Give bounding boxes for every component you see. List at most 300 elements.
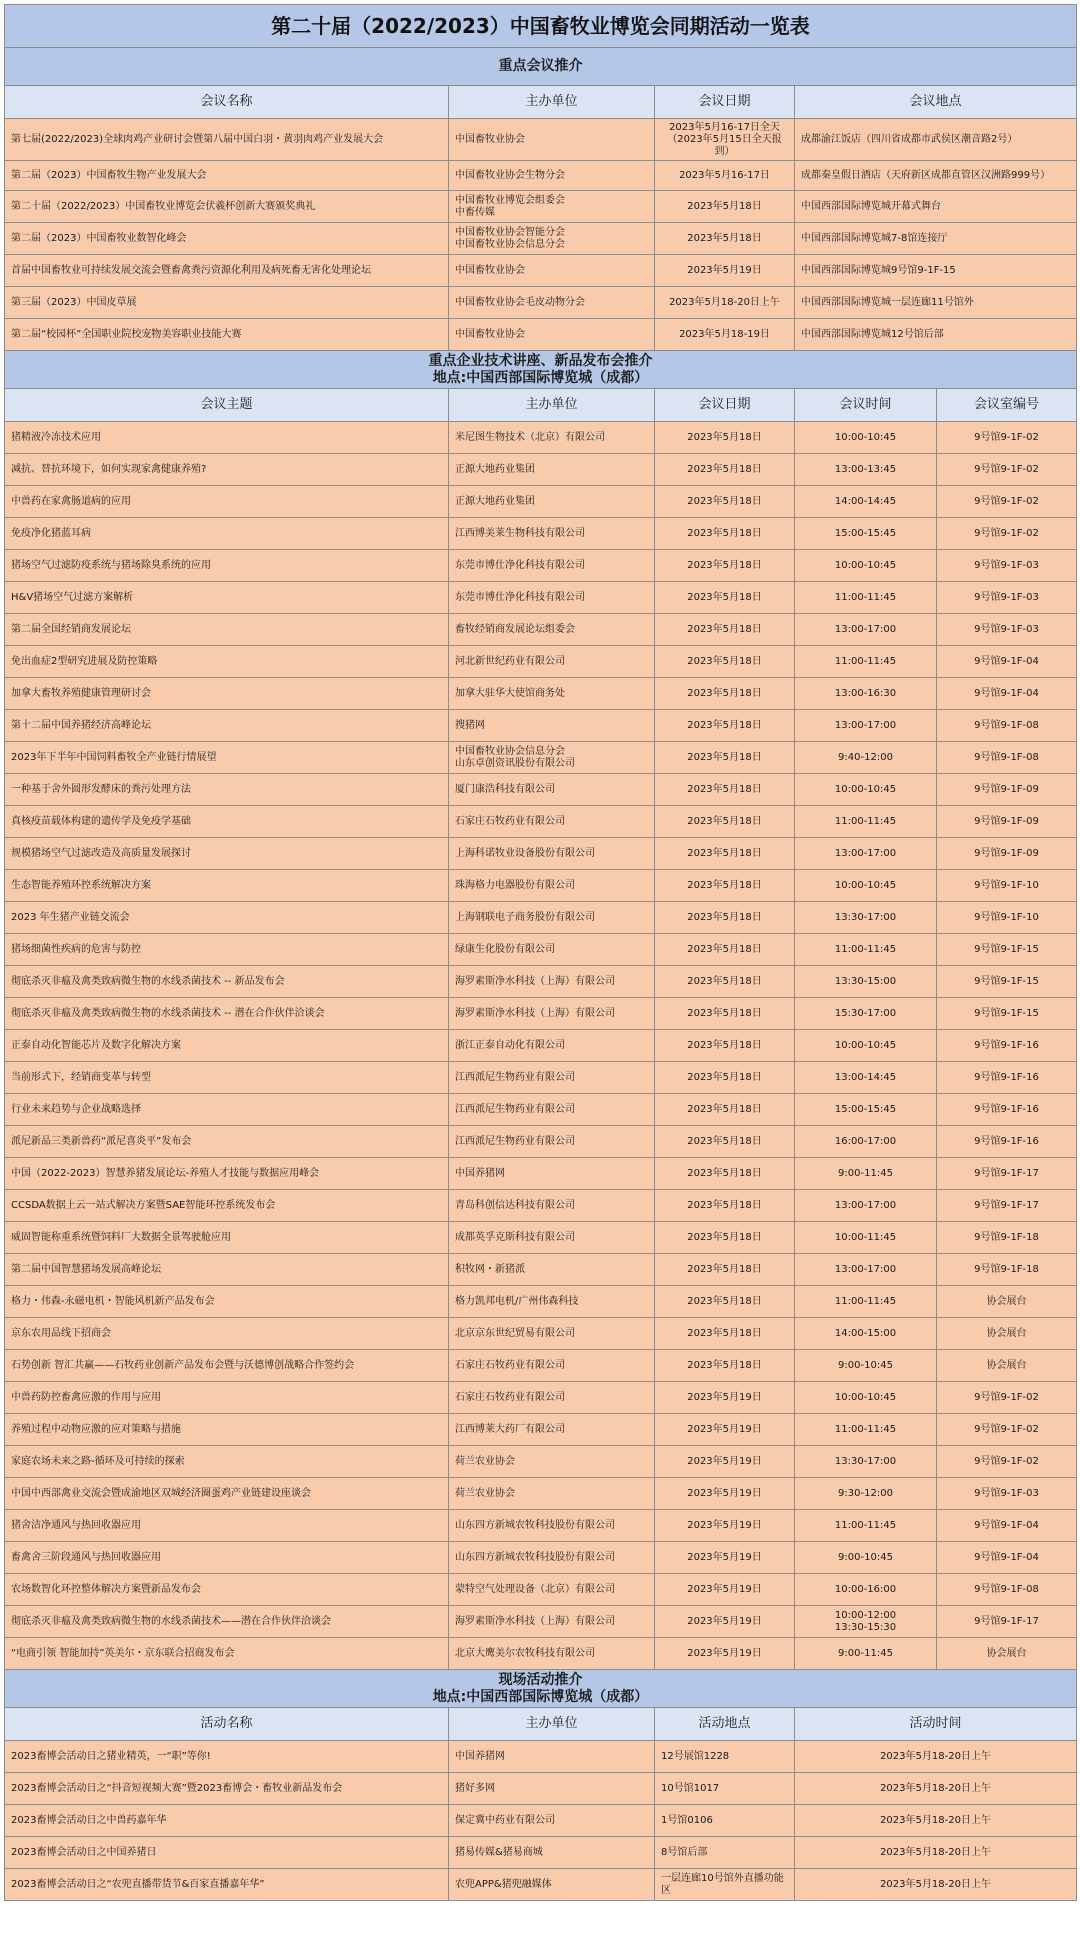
section2-cell: 11:00-11:45 bbox=[795, 1414, 937, 1446]
table-row bbox=[5, 806, 1077, 838]
section2-cell: 中国畜牧业协会信息分会 山东卓创资讯股份有限公司 bbox=[449, 742, 655, 774]
section2-cell: 2023年5月18日 bbox=[655, 742, 795, 774]
table-row bbox=[5, 1222, 1077, 1254]
section2-cell: 2023年5月18日 bbox=[655, 1318, 795, 1350]
table-row bbox=[5, 966, 1077, 998]
table-row bbox=[5, 1574, 1077, 1606]
table-row bbox=[5, 774, 1077, 806]
section2-cell: 珠海格力电器股份有限公司 bbox=[449, 870, 655, 902]
section2-cell: 畜禽舍三阶段通风与热回收器应用 bbox=[5, 1542, 449, 1574]
table-row bbox=[5, 1446, 1077, 1478]
section2-cell: 农场数智化环控整体解决方案暨新品发布会 bbox=[5, 1574, 449, 1606]
section2-cell: 猪场空气过滤防疫系统与猪场除臭系统的应用 bbox=[5, 550, 449, 582]
section2-cell: 9号馆9-1F-04 bbox=[937, 1542, 1077, 1574]
section2-cell: 9号馆9-1F-02 bbox=[937, 454, 1077, 486]
section1-cell: 中国畜牧业协会智能分会 中国畜牧业协会信息分会 bbox=[449, 223, 655, 255]
section2-cell: 10:00-11:45 bbox=[795, 1222, 937, 1254]
section2-cell: 9号馆9-1F-15 bbox=[937, 998, 1077, 1030]
section2-cell: 2023年5月19日 bbox=[655, 1414, 795, 1446]
section3-cell: 中国养猪网 bbox=[449, 1741, 655, 1773]
section2-cell: 13:00-17:00 bbox=[795, 838, 937, 870]
section2-cell: 2023年5月19日 bbox=[655, 1574, 795, 1606]
section2-cell: 2023年5月19日 bbox=[655, 1382, 795, 1414]
section2-cell: 厦门康浩科技有限公司 bbox=[449, 774, 655, 806]
section2-cell: 2023 年生猪产业链交流会 bbox=[5, 902, 449, 934]
table-row bbox=[5, 1254, 1077, 1286]
section1-cell: 2023年5月16-17日全天（2023年5月15日全天报到） bbox=[655, 119, 795, 161]
section2-cell: 海罗素斯净水科技（上海）有限公司 bbox=[449, 1606, 655, 1638]
section2-cell: 北京大鹰美尔农牧科技有限公司 bbox=[449, 1638, 655, 1670]
table-row bbox=[5, 1805, 1077, 1837]
schedule-table bbox=[4, 4, 1077, 1901]
section2-cell: 2023年5月18日 bbox=[655, 646, 795, 678]
section2-cell: 9号馆9-1F-04 bbox=[937, 1510, 1077, 1542]
section2-cell: 2023年5月18日 bbox=[655, 1030, 795, 1062]
section1-cell: 第二届（2023）中国畜牧生物产业发展大会 bbox=[5, 161, 449, 191]
table-row bbox=[5, 838, 1077, 870]
section2-cell: 13:00-17:00 bbox=[795, 614, 937, 646]
section2-cell: 9号馆9-1F-10 bbox=[937, 902, 1077, 934]
section2-cell: 13:00-17:00 bbox=[795, 710, 937, 742]
section3-cell: 10号馆1017 bbox=[655, 1773, 795, 1805]
table-row bbox=[5, 1318, 1077, 1350]
table-row bbox=[5, 902, 1077, 934]
section2-cell: 2023年5月18日 bbox=[655, 1094, 795, 1126]
section2-cell: 第二届全国经销商发展论坛 bbox=[5, 614, 449, 646]
section2-cell: 浙江正泰自动化有限公司 bbox=[449, 1030, 655, 1062]
section2-cell: 11:00-11:45 bbox=[795, 934, 937, 966]
section2-cell: 9号馆9-1F-09 bbox=[937, 806, 1077, 838]
section3-cell: 2023年5月18-20日上午 bbox=[795, 1805, 1077, 1837]
table-row bbox=[5, 998, 1077, 1030]
section2-cell: 16:00-17:00 bbox=[795, 1126, 937, 1158]
section2-cell: 真核疫苗载体构建的遗传学及免疫学基础 bbox=[5, 806, 449, 838]
section3-cell: 2023畜博会活动日之“抖音短视频大赛”暨2023畜博会・畜牧业新品发布会 bbox=[5, 1773, 449, 1805]
table-row bbox=[5, 1030, 1077, 1062]
section2-cell: 10:00-10:45 bbox=[795, 870, 937, 902]
section2-cell: 13:00-16:30 bbox=[795, 678, 937, 710]
section2-cell: 13:30-17:00 bbox=[795, 902, 937, 934]
section2-cell: 畜牧经销商发展论坛组委会 bbox=[449, 614, 655, 646]
table-row bbox=[5, 1126, 1077, 1158]
section2-cell: 9号馆9-1F-18 bbox=[937, 1222, 1077, 1254]
section2-cell: 9号馆9-1F-16 bbox=[937, 1094, 1077, 1126]
section1-cell: 首届中国畜牧业可持续发展交流会暨畜禽粪污资源化利用及病死畜无害化处理论坛 bbox=[5, 255, 449, 287]
section2-cell: 9号馆9-1F-04 bbox=[937, 646, 1077, 678]
section2-cell: 山东四方新城农牧科技股份有限公司 bbox=[449, 1510, 655, 1542]
table-row bbox=[5, 1638, 1077, 1670]
section2-cell: 11:00-11:45 bbox=[795, 582, 937, 614]
table-row bbox=[5, 582, 1077, 614]
section2-header-row bbox=[5, 389, 1077, 422]
section3-cell: 2023年5月18-20日上午 bbox=[795, 1837, 1077, 1869]
section2-title bbox=[5, 351, 1077, 389]
section2-cell: 京东农用品线下招商会 bbox=[5, 1318, 449, 1350]
section2-cell: 免出血症2型研究进展及防控策略 bbox=[5, 646, 449, 678]
section2-cell: 15:00-15:45 bbox=[795, 1094, 937, 1126]
section2-cell: 9号馆9-1F-17 bbox=[937, 1190, 1077, 1222]
section2-cell: 正源大地药业集团 bbox=[449, 454, 655, 486]
section2-title-row bbox=[5, 351, 1077, 389]
section2-cell: 第二届中国智慧猪场发展高峰论坛 bbox=[5, 1254, 449, 1286]
section2-cell: 9号馆9-1F-03 bbox=[937, 614, 1077, 646]
section1-column-header: 主办单位 bbox=[449, 86, 655, 119]
section2-cell: 2023年下半年中国饲料畜牧全产业链行情展望 bbox=[5, 742, 449, 774]
section2-cell: 格力凯邦电机/广州伟森科技 bbox=[449, 1286, 655, 1318]
section2-cell: 9号馆9-1F-16 bbox=[937, 1126, 1077, 1158]
table-row bbox=[5, 1773, 1077, 1805]
section2-cell: 9号馆9-1F-09 bbox=[937, 774, 1077, 806]
section2-cell: 2023年5月18日 bbox=[655, 1190, 795, 1222]
table-row bbox=[5, 422, 1077, 454]
section2-cell: 积牧网・新猪派 bbox=[449, 1254, 655, 1286]
section2-cell: 中国中西部禽业交流会暨成渝地区双城经济圈蛋鸡产业链建设座谈会 bbox=[5, 1478, 449, 1510]
table-row bbox=[5, 1606, 1077, 1638]
table-row bbox=[5, 119, 1077, 161]
table-row bbox=[5, 1158, 1077, 1190]
section1-cell: 中国西部国际博览城开幕式舞台 bbox=[795, 191, 1077, 223]
section2-cell: 9号馆9-1F-15 bbox=[937, 934, 1077, 966]
section1-cell: 中国畜牧业协会 bbox=[449, 119, 655, 161]
section2-cell: 2023年5月18日 bbox=[655, 774, 795, 806]
section2-cell: 2023年5月19日 bbox=[655, 1606, 795, 1638]
table-row bbox=[5, 161, 1077, 191]
section2-column-header: 会议室编号 bbox=[937, 389, 1077, 422]
section2-cell: 10:00-10:45 bbox=[795, 422, 937, 454]
table-row bbox=[5, 1478, 1077, 1510]
section2-cell: 2023年5月19日 bbox=[655, 1542, 795, 1574]
section2-cell: 2023年5月18日 bbox=[655, 454, 795, 486]
section2-cell: 15:30-17:00 bbox=[795, 998, 937, 1030]
section3-cell: 2023畜博会活动日之猪业精英，一“职”等你! bbox=[5, 1741, 449, 1773]
table-row bbox=[5, 1869, 1077, 1901]
section2-cell: 9号馆9-1F-03 bbox=[937, 582, 1077, 614]
section2-cell: “电商引领 智能加持”英美尔・京东联合招商发布会 bbox=[5, 1638, 449, 1670]
section2-cell: 荷兰农业协会 bbox=[449, 1446, 655, 1478]
section2-cell: 9号馆9-1F-02 bbox=[937, 486, 1077, 518]
table-row bbox=[5, 191, 1077, 223]
section2-cell: 10:00-10:45 bbox=[795, 1030, 937, 1062]
table-row bbox=[5, 1382, 1077, 1414]
section2-cell: 11:00-11:45 bbox=[795, 646, 937, 678]
section2-cell: 2023年5月18日 bbox=[655, 1350, 795, 1382]
section2-cell: 减抗、替抗环境下，如何实现家禽健康养殖? bbox=[5, 454, 449, 486]
section2-cell: 搜猪网 bbox=[449, 710, 655, 742]
section2-cell: 正源大地药业集团 bbox=[449, 486, 655, 518]
section2-cell: 2023年5月18日 bbox=[655, 550, 795, 582]
section2-cell: 9号馆9-1F-10 bbox=[937, 870, 1077, 902]
section2-cell: 10:00-12:00 13:30-15:30 bbox=[795, 1606, 937, 1638]
section2-cell: 荷兰农业协会 bbox=[449, 1478, 655, 1510]
section2-heading: 重点企业技术讲座、新品发布会推介 bbox=[428, 352, 653, 369]
section2-cell: 11:00-11:45 bbox=[795, 1510, 937, 1542]
section3-cell: 一层连廊10号馆外直播功能区 bbox=[655, 1869, 795, 1901]
section3-header-row bbox=[5, 1708, 1077, 1741]
section1-cell: 2023年5月18-20日上午 bbox=[655, 287, 795, 319]
section2-cell: 13:00-17:00 bbox=[795, 1190, 937, 1222]
section3-cell: 农兜APP&猪兜融媒体 bbox=[449, 1869, 655, 1901]
section2-cell: 行业未来趋势与企业战略选择 bbox=[5, 1094, 449, 1126]
section2-cell: 蒙特空气处理设备（北京）有限公司 bbox=[449, 1574, 655, 1606]
section2-cell: 上海科诺牧业设备股份有限公司 bbox=[449, 838, 655, 870]
section2-cell: 猪舍洁净通风与热回收器应用 bbox=[5, 1510, 449, 1542]
section2-cell: 9:30-12:00 bbox=[795, 1478, 937, 1510]
section2-cell: 9:00-11:45 bbox=[795, 1638, 937, 1670]
table-row bbox=[5, 223, 1077, 255]
section2-cell: 中国（2022-2023）智慧养猪发展论坛-养殖人才技能与数据应用峰会 bbox=[5, 1158, 449, 1190]
table-row bbox=[5, 1542, 1077, 1574]
table-row bbox=[5, 614, 1077, 646]
section2-cell: 石家庄石牧药业有限公司 bbox=[449, 806, 655, 838]
table-row bbox=[5, 255, 1077, 287]
section2-cell: 东莞市博仕净化科技有限公司 bbox=[449, 582, 655, 614]
section2-cell: 河北新世纪药业有限公司 bbox=[449, 646, 655, 678]
table-row bbox=[5, 1286, 1077, 1318]
section2-cell: H&V猪场空气过滤方案解析 bbox=[5, 582, 449, 614]
section3-title bbox=[5, 1670, 1077, 1708]
section1-cell: 中国畜牧业协会 bbox=[449, 255, 655, 287]
section2-cell: 9号馆9-1F-02 bbox=[937, 1446, 1077, 1478]
activity-schedule-page bbox=[4, 4, 1076, 1901]
section3-column-header: 主办单位 bbox=[449, 1708, 655, 1741]
section2-cell: 上海钢联电子商务股份有限公司 bbox=[449, 902, 655, 934]
section2-cell: 9号馆9-1F-02 bbox=[937, 1414, 1077, 1446]
section2-cell: 2023年5月18日 bbox=[655, 870, 795, 902]
section1-cell: 第七届(2022/2023)全球肉鸡产业研讨会暨第八届中国白羽・黄羽肉鸡产业发展大会 bbox=[5, 119, 449, 161]
section1-cell: 中国畜牧业协会毛皮动物分会 bbox=[449, 287, 655, 319]
section2-cell: 13:00-17:00 bbox=[795, 1254, 937, 1286]
section2-cell: 2023年5月18日 bbox=[655, 710, 795, 742]
section2-cell: 14:00-15:00 bbox=[795, 1318, 937, 1350]
section2-cell: 中国养猪网 bbox=[449, 1158, 655, 1190]
section2-cell: 石家庄石牧药业有限公司 bbox=[449, 1350, 655, 1382]
section2-cell: 2023年5月18日 bbox=[655, 1062, 795, 1094]
section2-cell: 海罗素斯净水科技（上海）有限公司 bbox=[449, 966, 655, 998]
section2-cell: 13:30-15:00 bbox=[795, 966, 937, 998]
section1-column-header: 会议日期 bbox=[655, 86, 795, 119]
section1-cell: 成都秦皇假日酒店（天府新区成都直管区汉洲路999号） bbox=[795, 161, 1077, 191]
table-row bbox=[5, 1510, 1077, 1542]
section2-cell: 9号馆9-1F-08 bbox=[937, 1574, 1077, 1606]
section2-cell: 9号馆9-1F-08 bbox=[937, 742, 1077, 774]
section2-cell: 13:30-17:00 bbox=[795, 1446, 937, 1478]
section2-cell: 10:00-16:00 bbox=[795, 1574, 937, 1606]
section3-cell: 猪好多网 bbox=[449, 1773, 655, 1805]
section1-cell: 中国西部国际博览城12号馆后部 bbox=[795, 319, 1077, 351]
section1-cell: 中国畜牧业博览会组委会 中畜传媒 bbox=[449, 191, 655, 223]
section2-cell: 11:00-11:45 bbox=[795, 806, 937, 838]
section1-cell: 中国西部国际博览城7-8馆连接厅 bbox=[795, 223, 1077, 255]
section2-cell: 2023年5月18日 bbox=[655, 1222, 795, 1254]
table-row bbox=[5, 1837, 1077, 1869]
section2-cell: 9:00-10:45 bbox=[795, 1542, 937, 1574]
section3-cell: 1号馆0106 bbox=[655, 1805, 795, 1837]
table-row bbox=[5, 870, 1077, 902]
section2-cell: 东莞市博仕净化科技有限公司 bbox=[449, 550, 655, 582]
section2-cell: 协会展台 bbox=[937, 1286, 1077, 1318]
section2-cell: 协会展台 bbox=[937, 1318, 1077, 1350]
section2-cell: 9号馆9-1F-16 bbox=[937, 1030, 1077, 1062]
table-row bbox=[5, 486, 1077, 518]
section2-cell: 免疫净化猪蓝耳病 bbox=[5, 518, 449, 550]
section3-cell: 12号展馆1228 bbox=[655, 1741, 795, 1773]
section2-cell: 13:00-14:45 bbox=[795, 1062, 937, 1094]
section2-cell: 9:00-10:45 bbox=[795, 1350, 937, 1382]
table-row bbox=[5, 518, 1077, 550]
section2-cell: 派尼新品三类新兽药“派尼喜炎平”发布会 bbox=[5, 1126, 449, 1158]
section1-cell: 第二届“校园杯”全国职业院校宠物美容职业技能大赛 bbox=[5, 319, 449, 351]
section2-cell: 成都英孚克斯科技有限公司 bbox=[449, 1222, 655, 1254]
section2-cell: 养殖过程中动物应激的应对策略与措施 bbox=[5, 1414, 449, 1446]
section1-cell: 2023年5月16-17日 bbox=[655, 161, 795, 191]
section2-cell: 9号馆9-1F-02 bbox=[937, 1382, 1077, 1414]
section2-cell: 10:00-10:45 bbox=[795, 1382, 937, 1414]
table-row bbox=[5, 319, 1077, 351]
section2-cell: 青岛科创信达科技有限公司 bbox=[449, 1190, 655, 1222]
section3-cell: 保定冀中药业有限公司 bbox=[449, 1805, 655, 1837]
section1-cell: 中国畜牧业协会生物分会 bbox=[449, 161, 655, 191]
table-row bbox=[5, 710, 1077, 742]
section1-title-row bbox=[5, 48, 1077, 86]
section2-cell: 海罗素斯净水科技（上海）有限公司 bbox=[449, 998, 655, 1030]
table-row bbox=[5, 454, 1077, 486]
section2-cell: 正泰自动化智能芯片及数字化解决方案 bbox=[5, 1030, 449, 1062]
section2-cell: 2023年5月18日 bbox=[655, 678, 795, 710]
section2-cell: 第十二届中国养猪经济高峰论坛 bbox=[5, 710, 449, 742]
section1-cell: 2023年5月18日 bbox=[655, 191, 795, 223]
section2-column-header: 会议时间 bbox=[795, 389, 937, 422]
section2-cell: 一种基于舍外圆形发酵床的粪污处理方法 bbox=[5, 774, 449, 806]
section3-heading: 现场活动推介 bbox=[498, 1671, 583, 1688]
section2-cell: 2023年5月18日 bbox=[655, 966, 795, 998]
section2-cell: 15:00-15:45 bbox=[795, 518, 937, 550]
table-row bbox=[5, 1190, 1077, 1222]
section2-cell: 9:00-11:45 bbox=[795, 1158, 937, 1190]
section1-cell: 2023年5月19日 bbox=[655, 255, 795, 287]
section2-cell: 2023年5月19日 bbox=[655, 1478, 795, 1510]
section2-cell: 9号馆9-1F-09 bbox=[937, 838, 1077, 870]
table-row bbox=[5, 934, 1077, 966]
section2-cell: 江西博莱大药厂有限公司 bbox=[449, 1414, 655, 1446]
section2-cell: 绿康生化股份有限公司 bbox=[449, 934, 655, 966]
section2-cell: 9号馆9-1F-17 bbox=[937, 1158, 1077, 1190]
section2-cell: 猪精液冷冻技术应用 bbox=[5, 422, 449, 454]
section2-cell: 协会展台 bbox=[937, 1350, 1077, 1382]
section2-cell: 2023年5月18日 bbox=[655, 902, 795, 934]
section2-cell: 威固智能称重系统暨饲料厂大数据全景驾驶舱应用 bbox=[5, 1222, 449, 1254]
section2-cell: 北京京东世纪贸易有限公司 bbox=[449, 1318, 655, 1350]
section1-header-row bbox=[5, 86, 1077, 119]
section1-cell: 第二届（2023）中国畜牧业数智化峰会 bbox=[5, 223, 449, 255]
section2-cell: 9号馆9-1F-18 bbox=[937, 1254, 1077, 1286]
section2-cell: 江西派尼生物药业有限公司 bbox=[449, 1062, 655, 1094]
section1-cell: 中国西部国际博览城9号馆9-1F-15 bbox=[795, 255, 1077, 287]
table-row bbox=[5, 550, 1077, 582]
section1-heading: 重点会议推介 bbox=[498, 58, 583, 74]
section2-cell: 2023年5月18日 bbox=[655, 1254, 795, 1286]
section2-cell: 9号馆9-1F-02 bbox=[937, 518, 1077, 550]
section2-cell: 9号馆9-1F-08 bbox=[937, 710, 1077, 742]
section1-cell: 中国畜牧业协会 bbox=[449, 319, 655, 351]
section2-cell: 2023年5月18日 bbox=[655, 486, 795, 518]
section2-cell: 江西博美莱生物科技有限公司 bbox=[449, 518, 655, 550]
section2-cell: 2023年5月19日 bbox=[655, 1446, 795, 1478]
section2-cell: 2023年5月18日 bbox=[655, 422, 795, 454]
section1-cell: 2023年5月18日 bbox=[655, 223, 795, 255]
section2-cell: 中兽药在家禽肠道病的应用 bbox=[5, 486, 449, 518]
section2-cell: 协会展台 bbox=[937, 1638, 1077, 1670]
section2-cell: 2023年5月18日 bbox=[655, 1126, 795, 1158]
section2-cell: 2023年5月18日 bbox=[655, 1158, 795, 1190]
section2-cell: 10:00-10:45 bbox=[795, 550, 937, 582]
section1-cell: 2023年5月18-19日 bbox=[655, 319, 795, 351]
section3-cell: 8号馆后部 bbox=[655, 1837, 795, 1869]
section1-cell: 中国西部国际博览城一层连廊11号馆外 bbox=[795, 287, 1077, 319]
section2-cell: 9号馆9-1F-16 bbox=[937, 1062, 1077, 1094]
section2-cell: 14:00-14:45 bbox=[795, 486, 937, 518]
section2-column-header: 会议日期 bbox=[655, 389, 795, 422]
section2-cell: 江西派尼生物药业有限公司 bbox=[449, 1126, 655, 1158]
section2-cell: 11:00-11:45 bbox=[795, 1286, 937, 1318]
section3-column-header: 活动地点 bbox=[655, 1708, 795, 1741]
section2-cell: 米尼图生物技术（北京）有限公司 bbox=[449, 422, 655, 454]
section2-cell: 2023年5月18日 bbox=[655, 582, 795, 614]
section2-location: 地点:中国西部国际博览城（成都） bbox=[432, 369, 649, 386]
section2-cell: 2023年5月18日 bbox=[655, 934, 795, 966]
section2-cell: 9号馆9-1F-02 bbox=[937, 422, 1077, 454]
section2-column-header: 主办单位 bbox=[449, 389, 655, 422]
section2-cell: 2023年5月18日 bbox=[655, 518, 795, 550]
section2-cell: 2023年5月18日 bbox=[655, 614, 795, 646]
section2-cell: 山东四方新城农牧科技股份有限公司 bbox=[449, 1542, 655, 1574]
section2-cell: 9号馆9-1F-17 bbox=[937, 1606, 1077, 1638]
section2-cell: 彻底杀灭非瘟及禽类致病微生物的水线杀菌技术 -- 潜在合作伙伴洽谈会 bbox=[5, 998, 449, 1030]
section3-cell: 2023畜博会活动日之中国养猪日 bbox=[5, 1837, 449, 1869]
section2-cell: 江西派尼生物药业有限公司 bbox=[449, 1094, 655, 1126]
section2-cell: 石势创新 智汇共赢——石牧药业创新产品发布会暨与沃德博创战略合作签约会 bbox=[5, 1350, 449, 1382]
section2-cell: 加拿大畜牧养殖健康管理研讨会 bbox=[5, 678, 449, 710]
section3-cell: 2023年5月18-20日上午 bbox=[795, 1741, 1077, 1773]
table-row bbox=[5, 1414, 1077, 1446]
section2-cell: 9号馆9-1F-03 bbox=[937, 550, 1077, 582]
table-row bbox=[5, 678, 1077, 710]
section2-cell: 9号馆9-1F-04 bbox=[937, 678, 1077, 710]
section2-cell: 彻底杀灭非瘟及禽类致病微生物的水线杀菌技术——潜在合作伙伴洽谈会 bbox=[5, 1606, 449, 1638]
section2-cell: 石家庄石牧药业有限公司 bbox=[449, 1382, 655, 1414]
section2-cell: 9:40-12:00 bbox=[795, 742, 937, 774]
section3-location: 地点:中国西部国际博览城（成都） bbox=[432, 1688, 649, 1705]
section2-cell: 当前形式下，经销商变革与转型 bbox=[5, 1062, 449, 1094]
section2-cell: 家庭农场未来之路-循环及可持续的探索 bbox=[5, 1446, 449, 1478]
section3-cell: 2023畜博会活动日之“农兜直播带货节&百家直播嘉年华” bbox=[5, 1869, 449, 1901]
section1-column-header: 会议地点 bbox=[795, 86, 1077, 119]
table-row bbox=[5, 1062, 1077, 1094]
section2-cell: 2023年5月18日 bbox=[655, 1286, 795, 1318]
page-title: 第二十届（2022/2023）中国畜牧业博览会同期活动一览表 bbox=[5, 5, 1077, 48]
section3-cell: 猪易传媒&猪易商城 bbox=[449, 1837, 655, 1869]
section2-cell: 加拿大驻华大使馆商务处 bbox=[449, 678, 655, 710]
section2-cell: 彻底杀灭非瘟及禽类致病微生物的水线杀菌技术 -- 新品发布会 bbox=[5, 966, 449, 998]
section1-title bbox=[5, 48, 1077, 86]
table-row bbox=[5, 1350, 1077, 1382]
section2-column-header: 会议主题 bbox=[5, 389, 449, 422]
section1-cell: 第三届（2023）中国皮草展 bbox=[5, 287, 449, 319]
table-row bbox=[5, 1741, 1077, 1773]
section3-column-header: 活动时间 bbox=[795, 1708, 1077, 1741]
section3-column-header: 活动名称 bbox=[5, 1708, 449, 1741]
section3-cell: 2023年5月18-20日上午 bbox=[795, 1773, 1077, 1805]
section2-cell: 生态智能养殖环控系统解决方案 bbox=[5, 870, 449, 902]
